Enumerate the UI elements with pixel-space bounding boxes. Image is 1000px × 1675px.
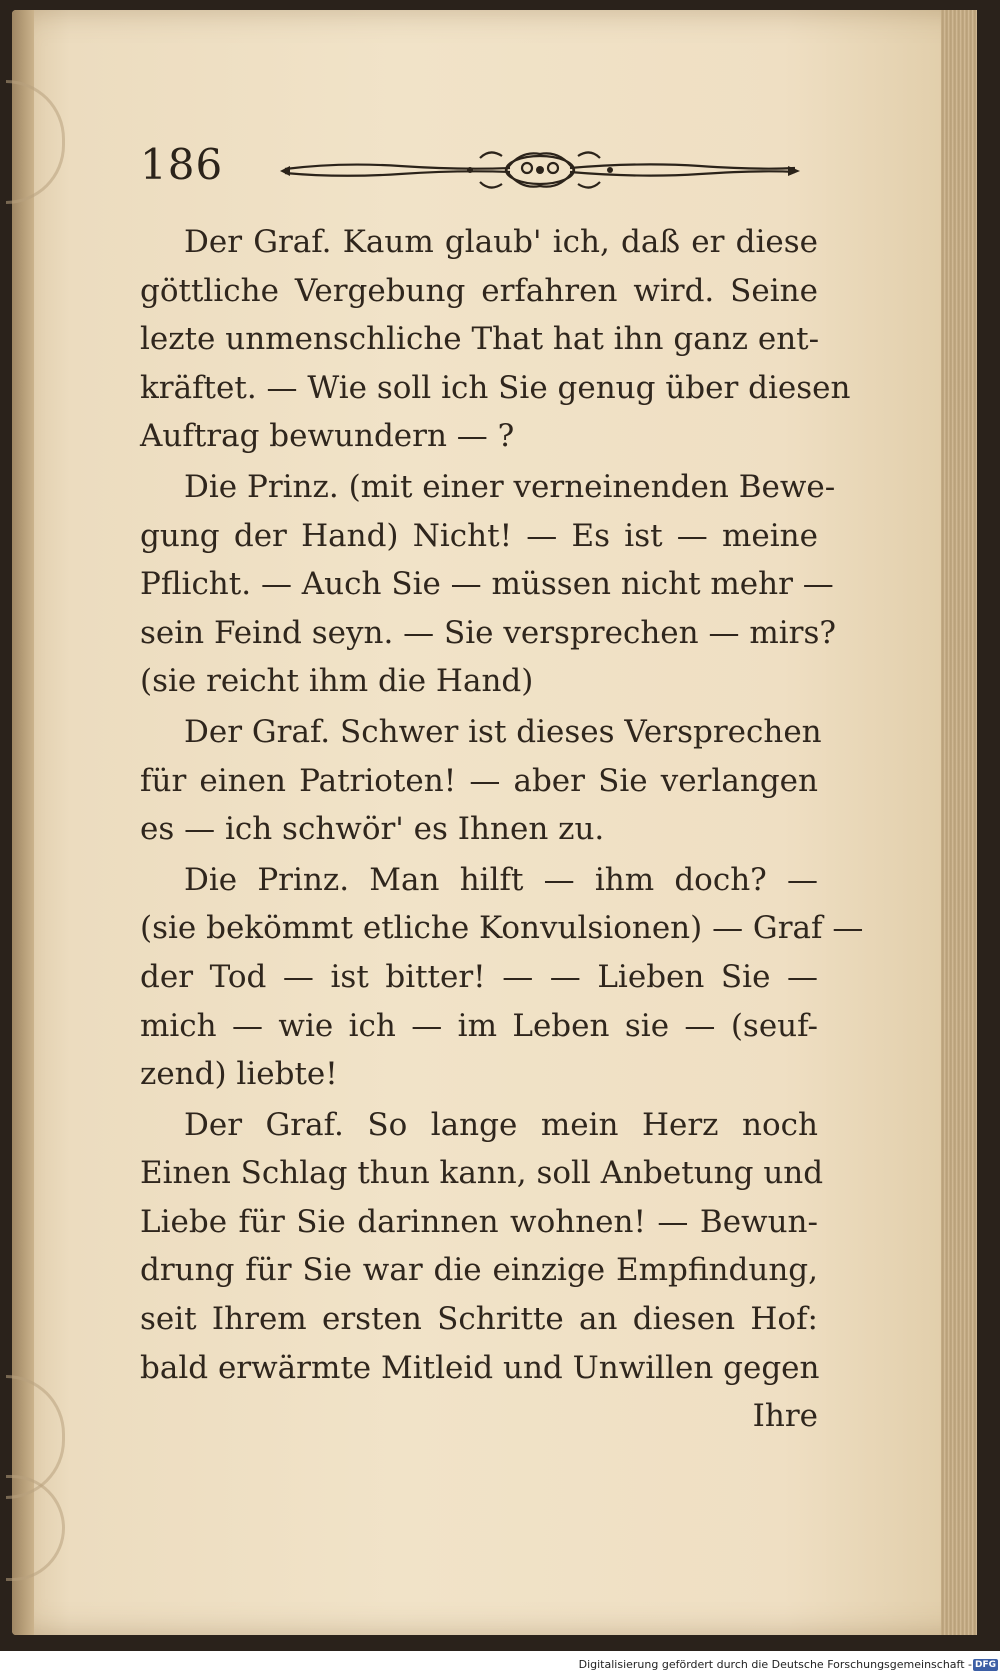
text-line: Der Graf. Kaum glaub' ich, daß er diese: [184, 224, 818, 260]
text-line: sein Feind seyn. — Sie versprechen — mirs?: [140, 614, 836, 651]
footer-bar: [0, 1651, 1000, 1675]
text-line: zend) liebte!: [140, 1056, 338, 1093]
paper-stain: [6, 80, 65, 204]
text-line: gung der Hand) Nicht! — Es ist — meine: [140, 517, 818, 554]
text-line: Einen Schlag thun kann, soll Anbetung und: [140, 1155, 824, 1192]
digitization-credit: Digitalisierung gefördert durch die Deutsche Forschungsgemeinschaft -: [578, 1658, 972, 1671]
page-edge: [941, 10, 977, 1635]
text-line: kräftet. — Wie soll ich Sie genug über diesen: [140, 369, 851, 406]
text-line: der Tod — ist bitter! — — Lieben Sie —: [140, 958, 818, 995]
paper-stain: [6, 1475, 65, 1581]
text-line: seit Ihrem ersten Schritte an diesen Hof:: [140, 1301, 818, 1338]
catchword: Ihre: [752, 1398, 818, 1435]
text-line: Die Prinz. Man hilft — ihm doch? —: [184, 861, 818, 898]
text-line: drung für Sie war die einzige Empfindung,: [140, 1252, 818, 1289]
page-number: 186: [140, 140, 224, 189]
text-line: Die Prinz. (mit einer verneinenden Bewe-: [184, 468, 836, 505]
text-line: Auftrag bewundern — ?: [140, 418, 515, 455]
text-line: mich — wie ich — im Leben sie — (seuf-: [140, 1007, 818, 1044]
text-line: Liebe für Sie darinnen wohnen! — Bewun-: [140, 1203, 818, 1240]
text-line: (sie bekömmt etliche Konvulsionen) — Graf —: [140, 910, 864, 947]
text-line: lezte unmenschliche That hat ihn ganz ent-: [140, 321, 820, 358]
dfg-logo: DFG: [974, 1660, 996, 1670]
text-line: Pflicht. — Auch Sie — müssen nicht mehr —: [140, 566, 834, 603]
text-line: bald erwärmte Mitleid und Unwillen gegen: [140, 1349, 820, 1386]
ornament-vignette: [280, 144, 800, 194]
page-header: [140, 140, 820, 200]
text-line: göttliche Vergebung erfahren wird. Seine: [140, 272, 818, 309]
text-line: es — ich schwör' es Ihnen zu.: [140, 811, 605, 848]
page-body-text: [140, 218, 864, 1441]
text-line: (sie reicht ihm die Hand): [140, 663, 534, 700]
text-line: Der Graf. Schwer ist dieses Versprechen: [184, 713, 822, 750]
text-line: Der Graf. So lange mein Herz noch: [184, 1106, 818, 1143]
text-line: für einen Patrioten! — aber Sie verlangen: [140, 762, 818, 799]
